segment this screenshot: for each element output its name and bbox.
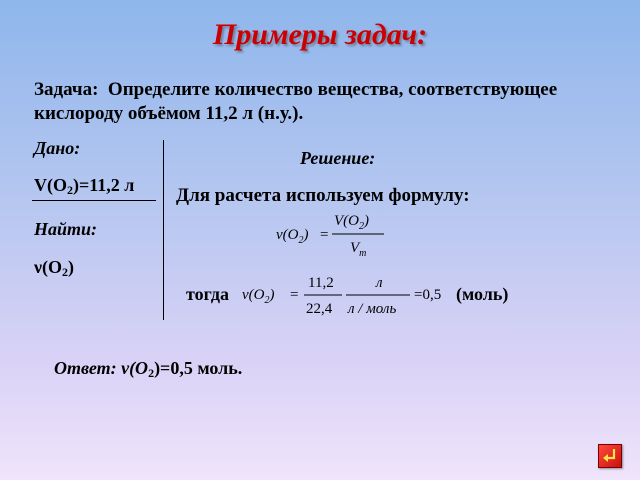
f2-num1: 11,2 <box>308 275 334 291</box>
f1-numerator: $V(O_2)$ <box>334 213 369 232</box>
given-amount: )=11,2 л <box>73 175 135 195</box>
solution-intro: Для расчета используем формулу: <box>176 185 470 206</box>
then-word: тогда <box>186 284 229 304</box>
task-label: Задача: <box>34 79 99 100</box>
f2-result: =0,5 <box>414 287 442 303</box>
answer-value <box>121 358 242 378</box>
find-close: ) <box>68 257 75 277</box>
formula-amount-of-substance <box>272 208 392 260</box>
task-statement <box>34 78 624 126</box>
given-divider <box>32 200 156 201</box>
answer-var: ν(O <box>121 358 149 378</box>
formula-calculation <box>238 270 458 322</box>
find-sub: 2 <box>62 265 69 279</box>
find-var: ν(O <box>34 257 63 277</box>
f1-equals: = <box>320 227 329 243</box>
task-text: Определите количество вещества, соответствующее кислороду объёмом 11,2 л (н.у.). <box>34 79 558 124</box>
solution-label: Решение: <box>300 148 376 168</box>
column-divider <box>163 140 164 320</box>
f1-denominator: $V_m$ <box>350 240 367 259</box>
given-label: Дано: <box>34 138 81 158</box>
answer <box>54 358 242 381</box>
f2-num2: л <box>376 275 383 291</box>
answer-amount: )=0,5 моль. <box>154 358 243 378</box>
result-unit: (моль) <box>456 284 509 304</box>
find-label: Найти: <box>34 219 98 239</box>
given-sub: 2 <box>67 183 73 197</box>
return-button[interactable] <box>598 444 622 468</box>
f2-den2: л / моль <box>348 301 397 317</box>
given-var: V(O <box>34 175 67 195</box>
f2-lhs: $\nu(O_2)$ <box>242 287 275 306</box>
f2-equals: = <box>290 287 299 303</box>
slide-title: Примеры задач: <box>212 18 428 51</box>
f2-den1: 22,4 <box>306 301 333 317</box>
given-value <box>34 175 134 198</box>
answer-label: Ответ: <box>54 358 117 378</box>
find-value <box>34 257 74 280</box>
return-arrow-icon <box>599 445 621 467</box>
answer-sub: 2 <box>148 366 155 380</box>
f1-lhs: $\nu(O_2)$ <box>276 227 309 246</box>
